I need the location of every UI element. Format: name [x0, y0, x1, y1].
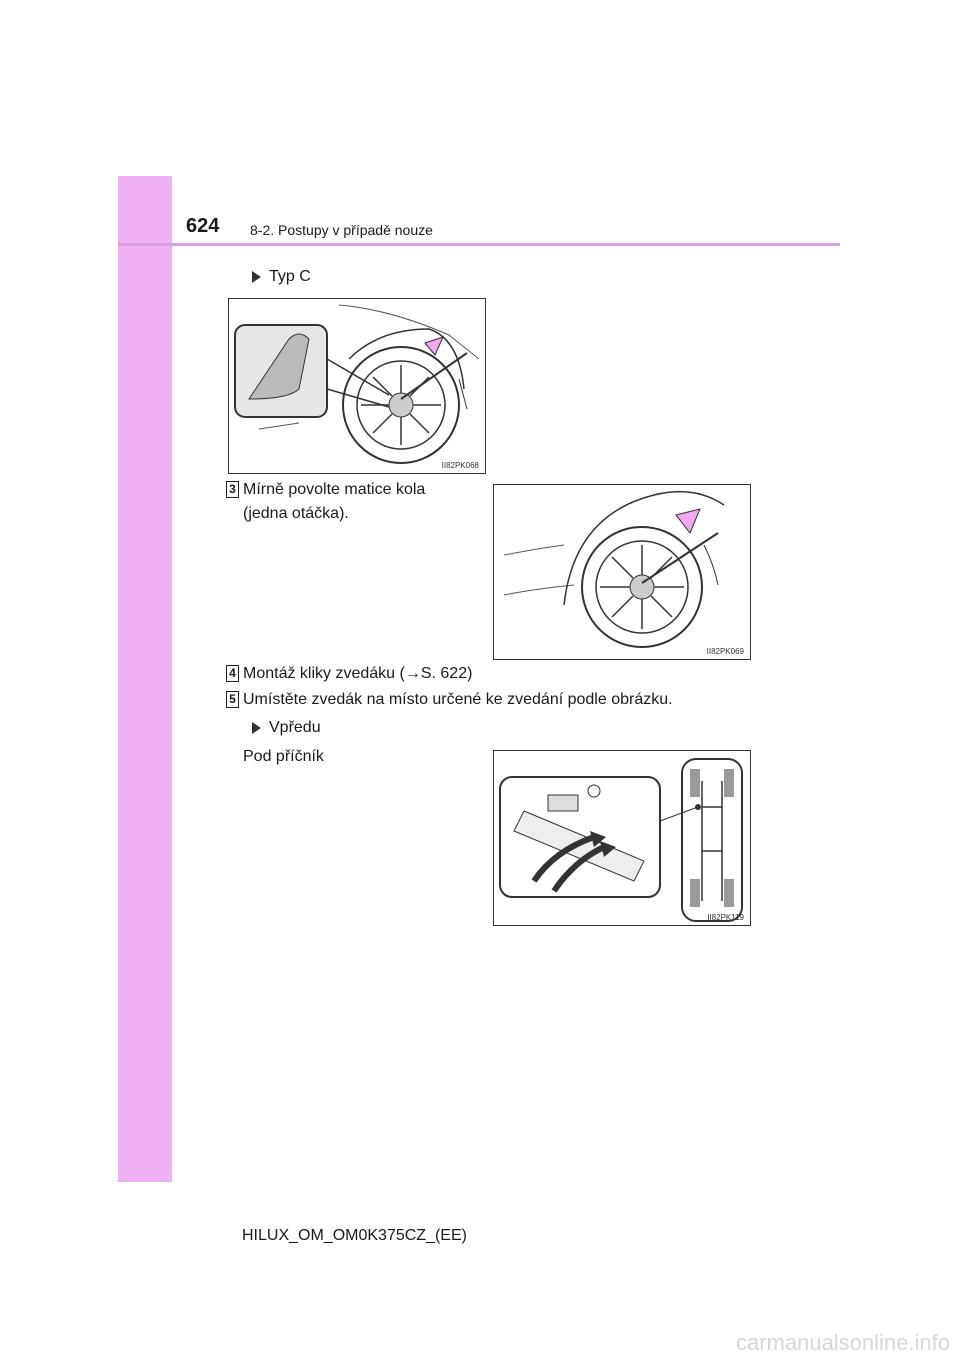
side-band — [118, 176, 172, 1182]
step-3-text-line1: Mírně povolte matice kola — [243, 481, 426, 498]
figure-loosen-wheel-nuts — [493, 484, 751, 660]
wheel-nut-closeup-illustration — [229, 299, 485, 473]
figure-jack-point-crossmember — [493, 750, 751, 926]
triangle-bullet-icon — [252, 722, 261, 734]
figure-wheel-nut-closeup — [228, 298, 486, 474]
header-rule — [118, 243, 840, 246]
figure-code: II82PK069 — [706, 647, 744, 656]
page-number: 624 — [186, 215, 220, 237]
triangle-bullet-icon — [252, 271, 261, 283]
front-heading — [252, 717, 321, 739]
figure-code: II82PK119 — [707, 913, 744, 922]
watermark: carmanualsonline.info — [735, 1330, 950, 1355]
section-title: 8-2. Postupy v případě nouze — [250, 222, 433, 238]
type-heading — [252, 266, 311, 288]
step-number-3: 3 — [226, 481, 239, 498]
front-text: Pod příčník — [243, 748, 324, 765]
footer-document-code: HILUX_OM_OM0K375CZ_(EE) — [242, 1227, 467, 1244]
step-5-text: Umístěte zvedák na místo určené ke zvedání podle obrázku. — [243, 691, 673, 708]
type-label: Typ C — [269, 268, 311, 285]
front-label: Vpředu — [269, 719, 321, 736]
figure-code: II82PK068 — [441, 461, 479, 470]
step-4-text: Montáž kliky zvedáku (→S. 622) — [243, 665, 473, 682]
step-3-text-line2: (jedna otáčka). — [243, 505, 349, 522]
jack-point-illustration — [494, 751, 750, 925]
loosen-wheel-nuts-illustration — [494, 485, 750, 659]
step-number-4: 4 — [226, 665, 239, 682]
step-number-5: 5 — [226, 691, 239, 708]
